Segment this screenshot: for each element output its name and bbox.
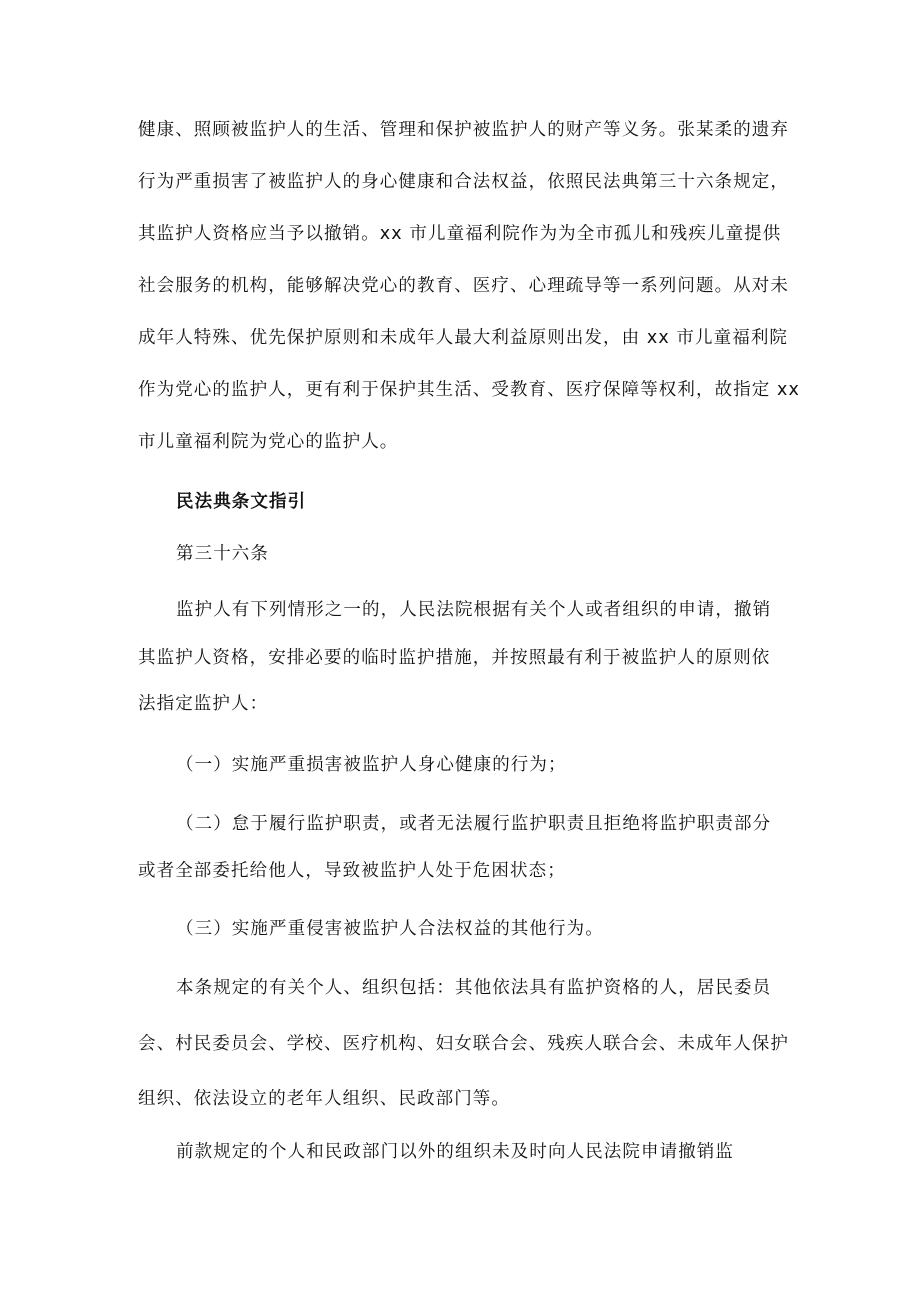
text-line: 行为严重损害了被监护人的身心健康和合法权益，依照民法典第三十六条规定， xyxy=(138,172,789,192)
text-line: 法指定监护人： xyxy=(138,694,269,714)
text-line: 本条规定的有关个人、组织包括：其他依法具有监护资格的人，居民委员 xyxy=(176,978,772,998)
list-item-3: （三）实施严重侵害被监护人合法权益的其他行为。 xyxy=(176,919,604,939)
text-line: 其监护人资格，安排必要的临时监护措施，并按照最有利于被监护人的原则依 xyxy=(138,648,771,668)
text-line: （二）怠于履行监护职责，或者无法履行监护职责且拒绝将监护职责部分 xyxy=(176,814,772,834)
article-title: 第三十六条 xyxy=(176,544,269,564)
paragraph-continuation: 前款规定的个人和民政部门以外的组织未及时向人民法院申请撤销监 xyxy=(176,1142,734,1162)
text-line: 健康、照顾被监护人的生活、管理和保护被监护人的财产等义务。张某柔的遗弃 xyxy=(138,120,789,140)
text-line: 或者全部委托给他人，导致被监护人处于危困状态； xyxy=(138,861,566,881)
text-line: 作为党心的监护人，更有利于保护其生活、受教育、医疗保障等权利，故指定 xx xyxy=(138,380,800,400)
text-line: 监护人有下列情形之一的，人民法院根据有关个人或者组织的申请，撤销 xyxy=(176,600,772,620)
text-line: 社会服务的机构，能够解决党心的教育、医疗、心理疏导等一系列问题。从对未 xyxy=(138,276,789,296)
text-line: 其监护人资格应当予以撤销。xx 市儿童福利院作为为全市孤儿和残疾儿童提供 xyxy=(138,224,782,244)
text-line: 市儿童福利院为党心的监护人。 xyxy=(138,432,399,452)
text-line: 会、村民委员会、学校、医疗机构、妇女联合会、残疾人联合会、未成年人保护 xyxy=(138,1034,789,1054)
text-line: 成年人特殊、优先保护原则和未成年人最大利益原则出发，由 xx 市儿童福利院 xyxy=(138,328,789,348)
list-item-1: （一）实施严重损害被监护人身心健康的行为； xyxy=(176,755,567,775)
text-line: 组织、依法设立的老年人组织、民政部门等。 xyxy=(138,1089,510,1109)
section-heading: 民法典条文指引 xyxy=(176,492,307,512)
